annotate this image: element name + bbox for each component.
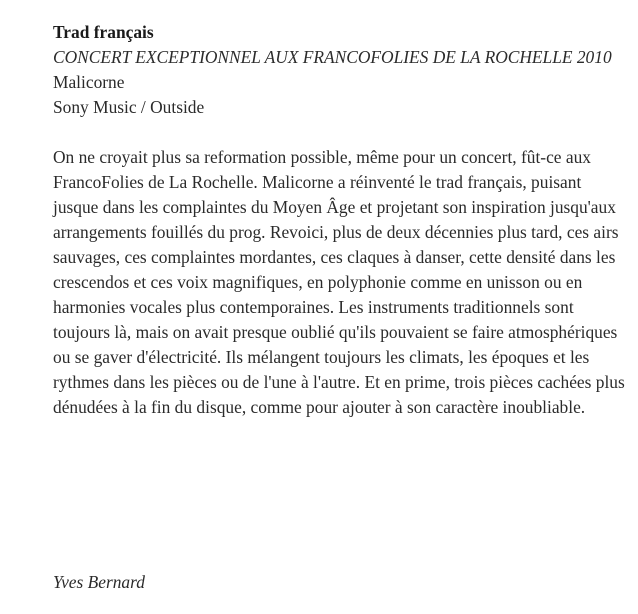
record-label: Sony Music / Outside — [53, 97, 205, 117]
album-review — [53, 20, 631, 420]
review-category: Trad français — [53, 22, 154, 42]
artist-name: Malicorne — [53, 72, 125, 92]
review-body: On ne croyait plus sa reformation possible, même pour un concert, fût-ce aux FrancoFolies de La Rochelle. Malicorne a réinventé le trad français, puisant jusque dans les complaintes du Moyen Âge et projetant son inspiration jusqu'aux arrangements fouillés du prog. Revoici, plus de deux décennies plus tard, ces airs sauvages, ces complaintes mordantes, ces claques à danser, cette densité dans les crescendos et ces voix magnifiques, en polyphonie comme en unisson ou en harmonies vocales plus contemporaines. Les instruments traditionnels sont toujours là, mais on avait presque oublié qu'ils pouvaient se faire atmosphériques ou se gaver d'électricité. Ils mélangent toujours les climats, les époques et les rythmes dans les pièces ou de l'une à l'autre. Et en prime, trois pièces cachées plus dénudées à la fin du disque, comme pour ajouter à son caractère inoubliable. — [53, 147, 625, 417]
album-title: CONCERT EXCEPTIONNEL AUX FRANCOFOLIES DE LA ROCHELLE 2010 — [53, 47, 612, 67]
review-author: Yves Bernard — [53, 572, 145, 592]
